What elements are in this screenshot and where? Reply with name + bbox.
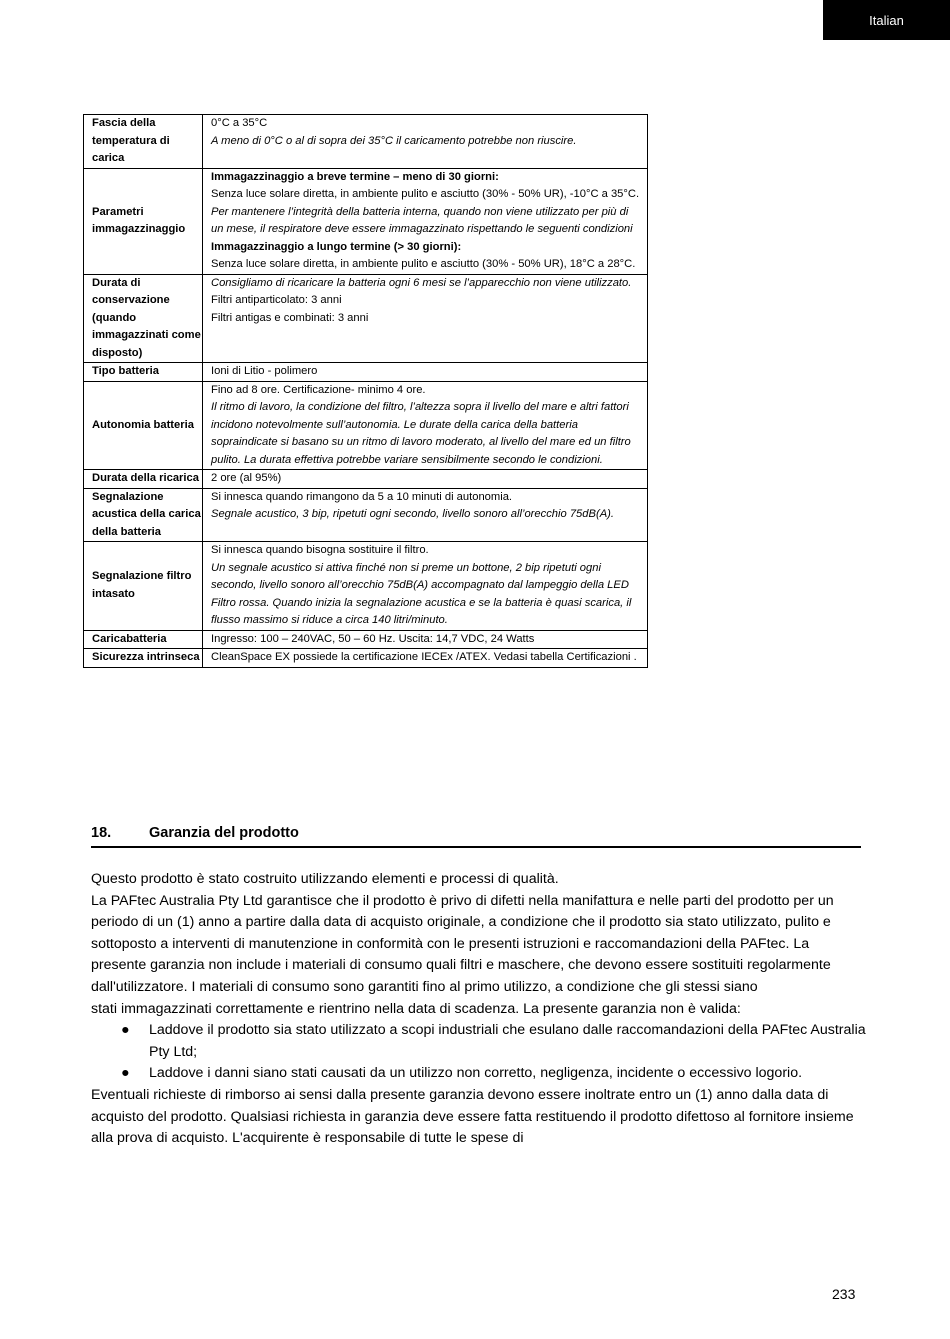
bullet-item xyxy=(91,1020,866,1063)
spec-label: Tipo batteria xyxy=(84,363,203,382)
section-heading xyxy=(91,823,861,848)
spec-label: Segnalazione filtro intasato xyxy=(84,542,203,631)
section-title: Garanzia del prodotto xyxy=(149,825,299,841)
spec-row xyxy=(84,168,648,274)
spec-value xyxy=(203,274,648,363)
spec-value-line: Immagazzinaggio a lungo termine (> 30 giorni): xyxy=(211,240,462,253)
spec-value xyxy=(203,470,648,489)
spec-value-line: CleanSpace EX possiede la certificazione IECEx /ATEX. Vedasi tabella Certificazioni . xyxy=(211,651,637,663)
spec-value-line: Filtri antiparticolato: 3 anni xyxy=(211,294,342,306)
spec-value-line: Si innesca quando bisogna sostituire il filtro. xyxy=(211,544,429,556)
spec-value-line: Senza luce solare diretta, in ambiente pulito e asciutto (30% - 50% UR), -10°C a 35°C. xyxy=(211,188,640,200)
spec-row xyxy=(84,363,648,382)
spec-value xyxy=(203,542,648,631)
spec-value-line: Ioni di Litio - polimero xyxy=(211,365,318,377)
spec-row xyxy=(84,488,648,542)
spec-value-line: Immagazzinaggio a breve termine – meno di 30 giorni: xyxy=(211,170,499,183)
spec-row xyxy=(84,470,648,489)
language-tab: Italian xyxy=(823,0,950,40)
specifications-table xyxy=(83,114,648,668)
spec-row xyxy=(84,115,648,169)
spec-value-line: Ingresso: 100 – 240VAC, 50 – 60 Hz. Uscita: 14,7 VDC, 24 Watts xyxy=(211,632,535,645)
spec-value-line: 2 ore (al 95%) xyxy=(211,472,282,484)
spec-value xyxy=(203,115,648,169)
bullet-text: Laddove i danni siano stati causati da un utilizzo non corretto, negligenza, incidente o eccessivo logorio. xyxy=(149,1065,803,1082)
spec-label: Durata della ricarica xyxy=(84,470,203,489)
spec-label: Caricabatteria xyxy=(84,630,203,649)
spec-value-line: Per mantenere l’integrità della batteria interna, quando non viene utilizzato per più di un mese, il respiratore deve essere immagazzinato rispettando le seguenti condizioni xyxy=(211,205,633,235)
spec-label: Parametri immagazzinaggio xyxy=(84,168,203,274)
section-number: 18. xyxy=(91,825,112,841)
spec-label: Sicurezza intrinseca xyxy=(84,649,203,668)
page-number: 233 xyxy=(832,1286,856,1302)
spec-row xyxy=(84,649,648,668)
spec-value-line: Si innesca quando rimangono da 5 a 10 minuti di autonomia. xyxy=(211,490,513,503)
spec-row xyxy=(84,630,648,649)
spec-value-line: Senza luce solare diretta, in ambiente pulito e asciutto (30% - 50% UR), 18°C a 28°C. xyxy=(211,258,636,270)
paragraph: stati immagazzinati correttamente e rientrino nella data di scadenza. La presente garanzia non è valida: xyxy=(91,1000,741,1017)
spec-value xyxy=(203,630,648,649)
bullet-text: Laddove il prodotto sia stato utilizzato a scopi industriali che esulano dalle raccomandazioni della PAFtec Australia Pty Ltd; xyxy=(149,1022,866,1060)
spec-row xyxy=(84,542,648,631)
warranty-text xyxy=(91,869,866,1150)
spec-value-line: A meno di 0°C o al di sopra dei 35°C il caricamento potrebbe non riuscire. xyxy=(211,134,577,147)
spec-label: Durata di conservazione (quando immagazzinati come disposto) xyxy=(84,274,203,363)
spec-value xyxy=(203,488,648,542)
spec-value-line: 0°C a 35°C xyxy=(211,117,268,129)
bullet-icon: ● xyxy=(121,1065,130,1082)
spec-value xyxy=(203,168,648,274)
spec-row xyxy=(84,274,648,363)
spec-label: Segnalazione acustica della carica della batteria xyxy=(84,488,203,542)
spec-value-line: Filtri antigas e combinati: 3 anni xyxy=(211,311,369,324)
spec-value-line: Fino ad 8 ore. Certificazione- minimo 4 ore. xyxy=(211,383,426,396)
spec-value xyxy=(203,649,648,668)
bullet-list xyxy=(91,1020,866,1085)
spec-value xyxy=(203,381,648,470)
bullet-item xyxy=(91,1063,866,1085)
paragraph: La PAFtec Australia Pty Ltd garantisce che il prodotto è privo di difetti nella manifattura e nelle parti del prodotto per un periodo di un (1) anno a partire dalla data di acquisto originale, a condizione che il prodotto sia stato utilizzato, pulito e sottoposto a interventi di manutenzione in conformità con le presenti istruzioni e raccomandazioni della PAFtec. La presente garanzia non include i materiali di consumo quali filtri e maschere, che devono essere sostituiti regolarmente dall'utilizzatore. I materiali di consumo sono garantiti fino al primo utilizzo, a condizione che gli stessi siano xyxy=(91,892,834,995)
spec-value-line: Un segnale acustico si attiva finché non si preme un bottone, 2 bip ripetuti ogni secondo, livello sonoro all’orecchio 75dB(A) accompagnato dal lampeggio della LED Filtro rossa. Quando inizia la segnalazione acustica e se la batteria è quasi scarica, il flusso massimo si riduce a circa 140 litri/minuto. xyxy=(211,561,632,626)
spec-value-line: Segnale acustico, 3 bip, ripetuti ogni secondo, livello sonoro all’orecchio 75dB(A). xyxy=(211,508,614,520)
spec-row xyxy=(84,381,648,470)
bullet-icon: ● xyxy=(121,1022,130,1039)
paragraph: Eventuali richieste di rimborso ai sensi dalla presente garanzia devono essere inoltrate entro un (1) anno dalla data di acquisto del prodotto. Qualsiasi richiesta in garanzia deve essere fatta restituendo il prodotto difettoso al fornitore insieme alla prova di acquisto. L'acquirente è responsabile di tutte le spese di xyxy=(91,1086,854,1147)
spec-value-line: Il ritmo di lavoro, la condizione del filtro, l’altezza sopra il livello del mare e altri fattori incidono notevolmente sull’autonomia. Le durate della carica della batteria sopraindicate si basano su un ritmo di lavoro moderato, al livello del mare ed un filtro pulito. La durata effettiva potrebbe variare sensibilmente secondo le condizioni. xyxy=(211,401,631,466)
spec-value-line: Consigliamo di ricaricare la batteria ogni 6 mesi se l’apparecchio non viene utilizzato. xyxy=(211,276,632,289)
paragraph: Questo prodotto è stato costruito utilizzando elementi e processi di qualità. xyxy=(91,871,559,887)
spec-label: Fascia della temperatura di carica xyxy=(84,115,203,169)
spec-label: Autonomia batteria xyxy=(84,381,203,470)
spec-value xyxy=(203,363,648,382)
